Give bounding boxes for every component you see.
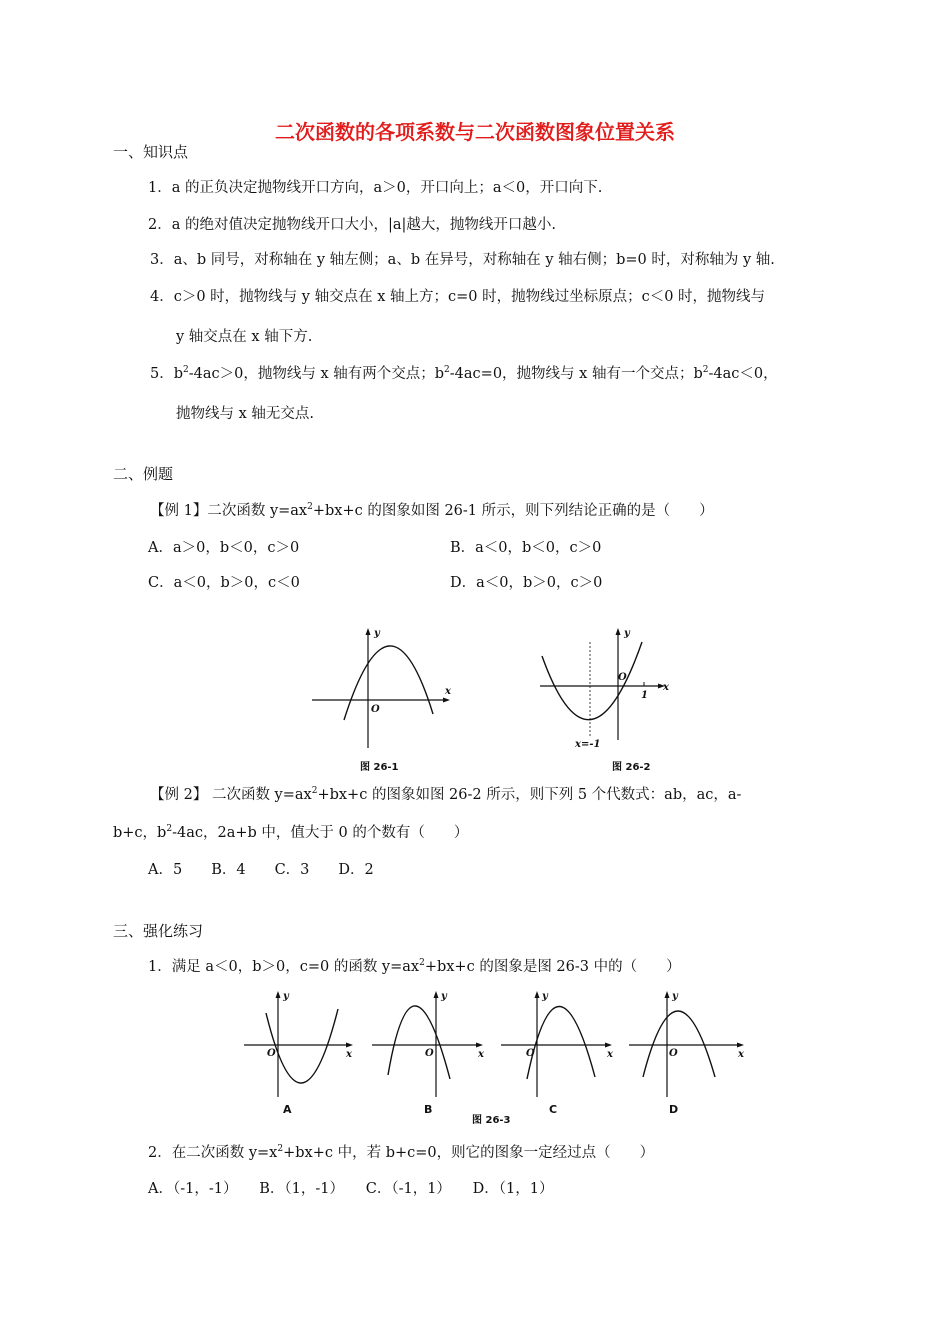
knowledge-point-3: 3．a、b 同号，对称轴在 y 轴左侧；a、b 在异号，对称轴在 y 轴右侧；b=0 时，对称轴为 y 轴. (150, 252, 775, 268)
panel-d-parabola (643, 1011, 715, 1077)
example-1-option-d: D．a＜0，b＞0，c＞0 (450, 575, 603, 591)
fig2-x-label: x (663, 682, 669, 693)
fig1-x-label: x (445, 686, 451, 697)
fig2-one-label: 1 (641, 690, 648, 701)
figure-26-3-panel-a (240, 985, 360, 1120)
fig1-caption: 图 26-1 (360, 762, 399, 773)
fig1-origin-label: O (371, 704, 380, 715)
fig3-caption-wrap (460, 1108, 540, 1128)
fig2-axis-label: x=-1 (575, 739, 601, 750)
figure-26-3-panel-b (368, 985, 488, 1120)
example-1-question: 【例 1】二次函数 $y=ax^2+bx+c$ 的图象如图 26-1 所示，则下列结论正确的是（ ） (150, 502, 714, 519)
panel-c-x-label: x (607, 1049, 613, 1060)
knowledge-point-4-line2: y 轴交点在 x 轴下方. (176, 329, 313, 345)
knowledge-point-1: 1．a 的正负决定抛物线开口方向，a＞0，开口向上；a＜0，开口向下. (148, 180, 603, 196)
panel-c-label: C (549, 1103, 558, 1116)
knowledge-point-2: 2．a 的绝对值决定抛物线开口大小，|a|越大，抛物线开口越小. (148, 217, 557, 233)
example-2-options: A．5 B．4 C．3 D．2 (148, 862, 374, 878)
knowledge-point-5-line2: 抛物线与 x 轴无交点. (176, 406, 315, 422)
practice-2-question: 2．在二次函数 $y=x^2+bx+c$ 中，若 b+c=0，则它的图象一定经过点（ ） (148, 1144, 655, 1161)
panel-c-y-label: y (542, 991, 548, 1002)
panel-d-origin-label: O (669, 1048, 678, 1059)
figure-26-1 (300, 620, 460, 780)
fig1-y-arrow (366, 628, 371, 635)
fig2-y-label: y (624, 628, 630, 639)
knowledge-point-5-line1: 5．$b^2-4ac>0$，抛物线与 x 轴有两个交点；$b^2-4ac=0$，抛物线与 x 轴有一个交点；$b^2-4ac<0$， (150, 365, 778, 382)
panel-b-label: B (424, 1103, 433, 1116)
panel-a-label: A (283, 1103, 292, 1116)
fig2-origin-label: O (618, 672, 627, 683)
fig1-parabola (344, 646, 433, 720)
fig3-caption: 图 26-3 (472, 1115, 511, 1126)
figure-26-3-panel-c (497, 985, 617, 1120)
fig2-caption: 图 26-2 (612, 762, 651, 773)
panel-b-y-label: y (441, 991, 447, 1002)
panel-b-parabola (388, 1006, 450, 1079)
panel-c-origin-label: O (526, 1048, 535, 1059)
panel-d-x-label: x (738, 1049, 744, 1060)
panel-a-origin-label: O (267, 1048, 276, 1059)
example-1-option-c: C．a＜0，b＞0，c＜0 (148, 575, 300, 591)
practice-2-options: A．（-1，-1） B．（1，-1） C．（-1，1） D．（1，1） (148, 1181, 554, 1197)
section-heading-knowledge: 一、知识点 (113, 143, 189, 161)
fig1-y-label: y (374, 628, 380, 639)
panel-d-label: D (669, 1103, 679, 1116)
practice-1-question: 1．满足 a＜0，b＞0，c=0 的函数 $y=ax^2+bx+c$ 的图象是图 26-3 中的（ ） (148, 958, 681, 975)
section-heading-examples: 二、例题 (113, 465, 174, 483)
fig2-y-arrow (616, 628, 621, 635)
figure-26-3-panel-d (625, 985, 750, 1120)
knowledge-point-4-line1: 4．c＞0 时，抛物线与 y 轴交点在 x 轴上方；c=0 时，抛物线过坐标原点；c＜0 时，抛物线与 (150, 289, 766, 305)
example-2-question-line1: 【例 2】 二次函数 $y=ax^2+bx+c$ 的图象如图 26-2 所示，则下列 5 个代数式：ab，ac，a- (150, 786, 742, 803)
example-1-option-b: B．a＜0，b＜0，c＞0 (450, 540, 602, 556)
section-heading-practice: 三、强化练习 (113, 922, 204, 940)
fig1-x-arrow (443, 698, 450, 703)
figure-26-2 (530, 620, 690, 780)
panel-b-x-label: x (478, 1049, 484, 1060)
fig2-parabola (542, 642, 642, 720)
panel-a-parabola (266, 1009, 338, 1083)
page-title: 二次函数的各项系数与二次函数图象位置关系 (275, 120, 675, 144)
example-2-question-line2: b+c，$b^2-4ac$，2a+b 中，值大于 0 的个数有（ ） (113, 824, 469, 841)
panel-b-origin-label: O (425, 1048, 434, 1059)
example-1-option-a: A．a＞0，b＜0，c＞0 (148, 540, 300, 556)
panel-a-y-label: y (283, 991, 289, 1002)
panel-d-y-label: y (672, 991, 678, 1002)
panel-a-x-label: x (346, 1049, 352, 1060)
